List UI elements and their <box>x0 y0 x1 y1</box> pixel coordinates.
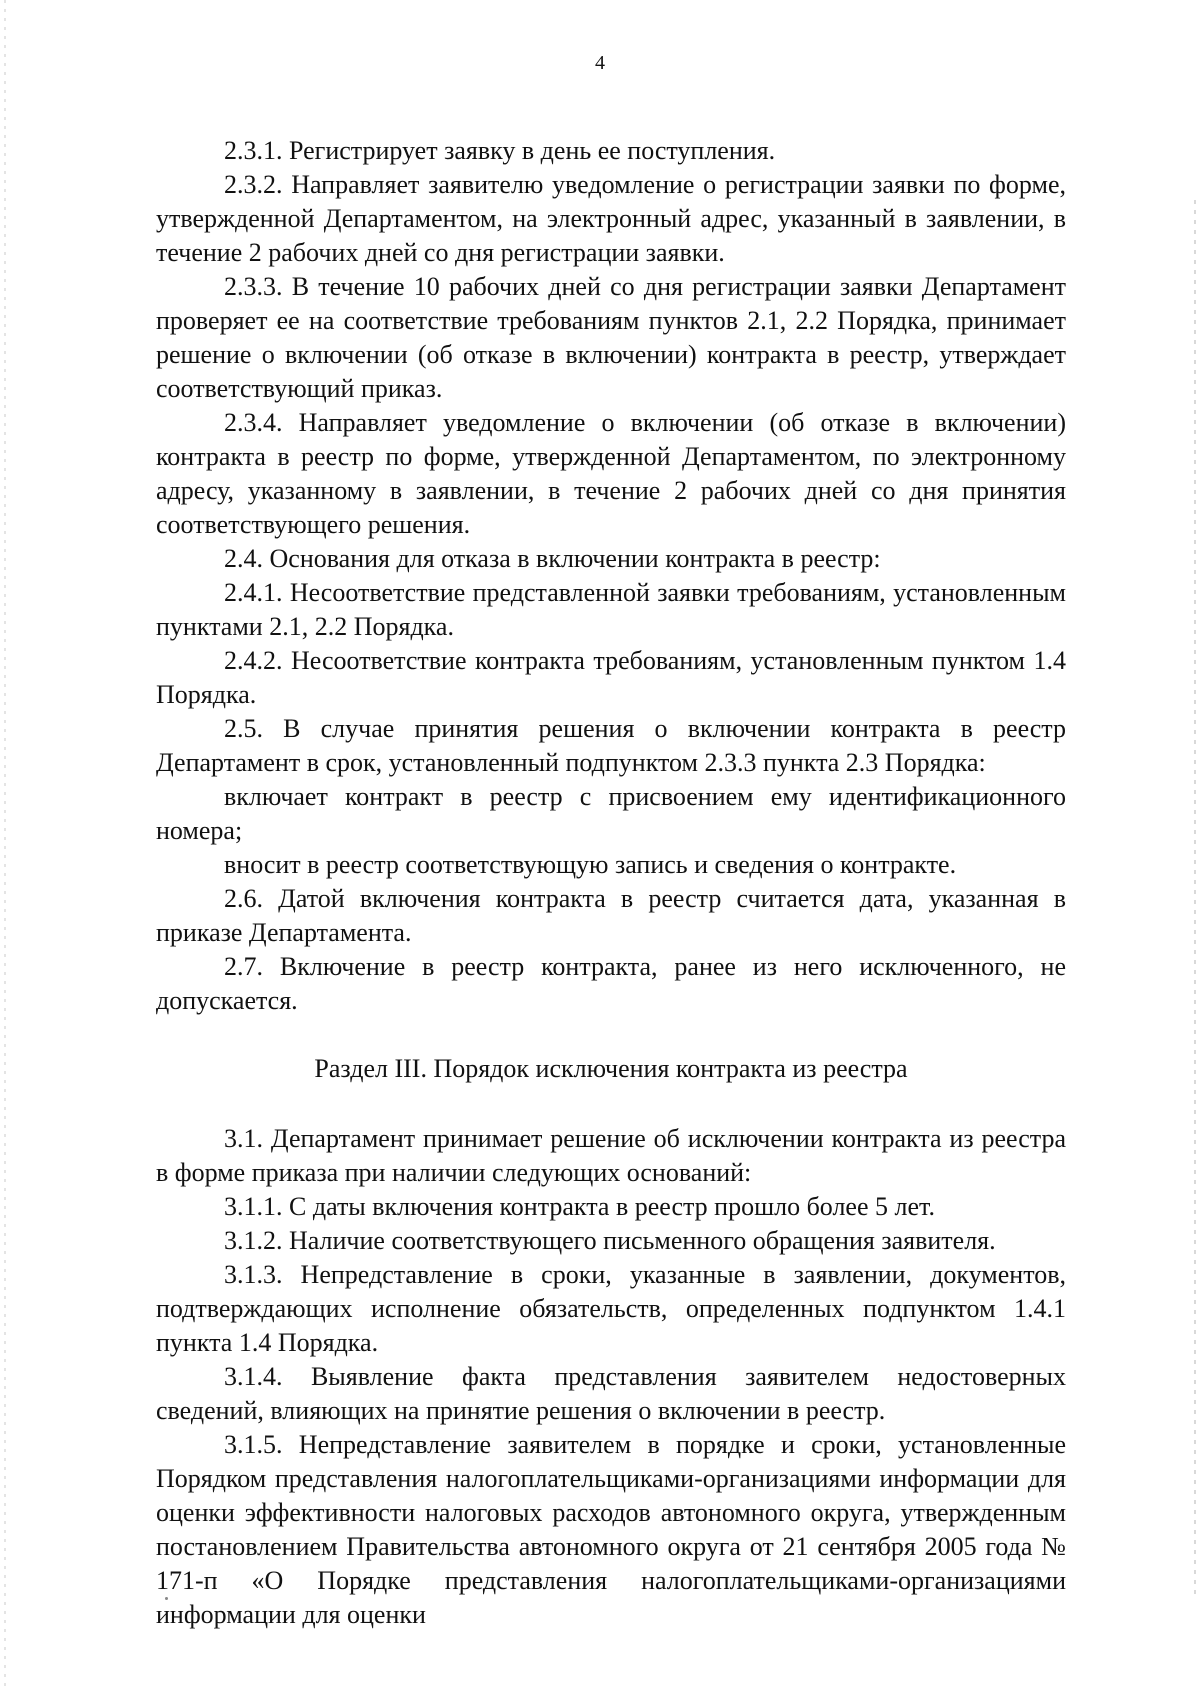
paragraph-3-1-4: 3.1.4. Выявление факта представления заявителем недостоверных сведений, влияющих на принятие решения о включении в реестр. <box>156 1362 1066 1425</box>
paragraph-3-1-5: 3.1.5. Непредставление заявителем в порядке и сроки, установленные Порядком представления налогоплательщиками-организациями информации для оценки эффективности налоговых расходов автономного округа, утвержденным постановлением Правительства автономного округа от 21 сентября 2005 года № 171-п «О Порядке представления налогоплательщиками-организациями информации для оценки <box>156 1430 1066 1629</box>
paragraph-2-7: 2.7. Включение в реестр контракта, ранее из него исключенного, не допускается. <box>156 952 1066 1015</box>
document-body <box>156 134 1066 1632</box>
paragraph-2-4: 2.4. Основания для отказа в включении контракта в реестр: <box>224 544 881 573</box>
paragraph-2-6: 2.6. Датой включения контракта в реестр считается дата, указанная в приказе Департамента. <box>156 884 1066 947</box>
paragraph-3-1-1: 3.1.1. С даты включения контракта в реестр прошло более 5 лет. <box>224 1192 935 1221</box>
paragraph-2-5: 2.5. В случае принятия решения о включении контракта в реестр Департамент в срок, установленный подпунктом 2.3.3 пункта 2.3 Порядка: <box>156 714 1066 777</box>
paragraph-3-1: 3.1. Департамент принимает решение об исключении контракта из реестра в форме приказа при наличии следующих оснований: <box>156 1124 1066 1187</box>
paragraph-2-4-2: 2.4.2. Несоответствие контракта требованиям, установленным пунктом 1.4 Порядка. <box>156 646 1066 709</box>
page-number: 4 <box>595 52 605 74</box>
paragraph-2-5-item-2: вносит в реестр соответствующую запись и сведения о контракте. <box>224 850 957 879</box>
paragraph-3-1-3: 3.1.3. Непредставление в сроки, указанные в заявлении, документов, подтверждающих исполнение обязательств, определенных подпунктом 1.4.1 пункта 1.4 Порядка. <box>156 1260 1066 1357</box>
paragraph-2-5-item-1: включает контракт в реестр с присвоением ему идентификационного номера; <box>156 782 1066 845</box>
paragraph-2-3-1: 2.3.1. Регистрирует заявку в день ее поступления. <box>224 136 776 165</box>
scan-edge-right <box>1194 200 1196 1600</box>
section-heading: Раздел III. Порядок исключения контракта из реестра <box>314 1054 908 1083</box>
scan-edge-left <box>4 0 6 1686</box>
scan-speck <box>165 1597 168 1600</box>
paragraph-2-3-3: 2.3.3. В течение 10 рабочих дней со дня регистрации заявки Департамент проверяет ее на соответствие требованиям пунктов 2.1, 2.2 Порядка, принимает решение о включении (об отказе в включении) контракта в реестр, утверждает соответствующий приказ. <box>156 272 1066 403</box>
paragraph-2-3-4: 2.3.4. Направляет уведомление о включении (об отказе в включении) контракта в реестр по форме, утвержденной Департаментом, по электронному адресу, указанному в заявлении, в течение 2 рабочих дней со дня принятия соответствующего решения. <box>156 408 1066 539</box>
paragraph-2-3-2: 2.3.2. Направляет заявителю уведомление о регистрации заявки по форме, утвержденной Департаментом, на электронный адрес, указанный в заявлении, в течение 2 рабочих дней со дня регистрации заявки. <box>156 170 1066 267</box>
paragraph-3-1-2: 3.1.2. Наличие соответствующего письменного обращения заявителя. <box>224 1226 996 1255</box>
paragraph-2-4-1: 2.4.1. Несоответствие представленной заявки требованиям, установленным пунктами 2.1, 2.2 Порядка. <box>156 578 1066 641</box>
